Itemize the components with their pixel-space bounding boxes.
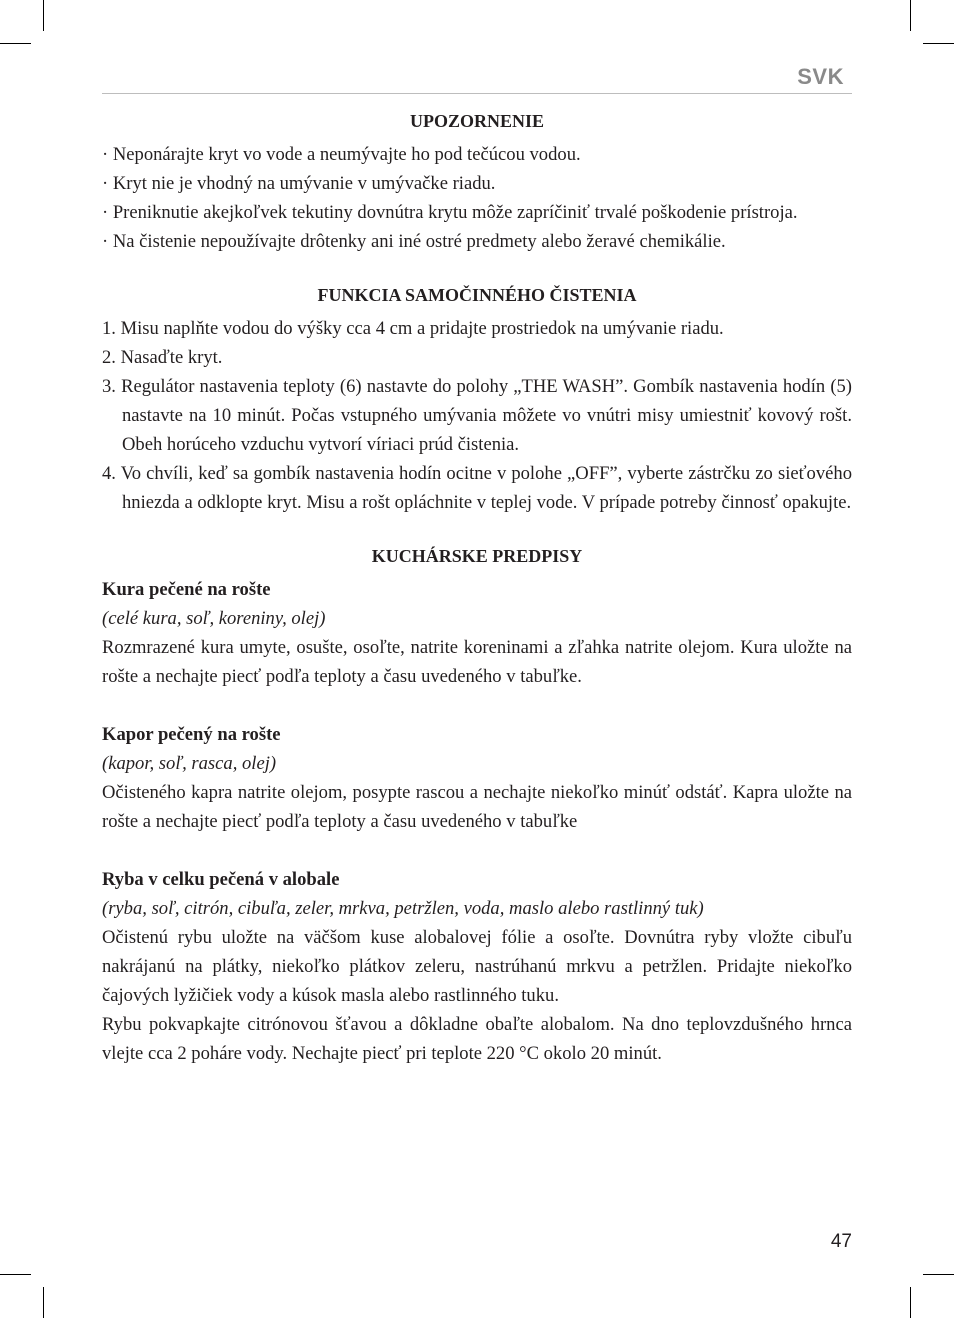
section-title-selfclean: FUNKCIA SAMOČINNÉHO ČISTENIA (317, 285, 637, 305)
recipe-ingredients: (kapor, soľ, rasca, olej) (102, 753, 277, 774)
recipe-ingredients: (celé kura, soľ, koreniny, olej) (102, 608, 326, 629)
list-item: 3. Regulátor nastavenia teploty (6) nastavte do polohy „THE WASH”. Gombík nastavenia hodín (5) nastavte na 10 minút. Počas vstupného umývania môžete vo vnútri misy umiestniť kovový rošt. Obeh horúceho vzduchu vytvorí víriaci prúd čistenia. (102, 376, 852, 455)
list-item: 1. Misu naplňte vodou do výšky cca 4 cm a pridajte prostriedok na umývanie riadu. (102, 318, 724, 339)
list-item: 4. Vo chvíli, keď sa gombík nastavenia hodín ocitne v polohe „OFF”, vyberte zástrčku zo sieťového hniezda a odklopte kryt. Misu a rošt opláchnite v teplej vode. V prípade potreby činnosť opakujte. (102, 463, 852, 513)
language-code: SVK (797, 64, 844, 89)
recipe-name: Kapor pečený na rošte (102, 724, 281, 745)
list-item: · Preniknutie akejkoľvek tekutiny dovnútra krytu môže zapríčiniť trvalé poškodenie prístroja. (102, 202, 798, 223)
recipe-text: Rybu pokvapkajte citrónovou šťavou a dôkladne obaľte alobalom. Na dno teplovzdušného hrnca vlejte cca 2 poháre vody. Nechajte piecť pri teplote 220 °C okolo 20 minút. (102, 1014, 852, 1064)
recipe (102, 575, 852, 691)
section-title-recipes: KUCHÁRSKE PREDPISY (371, 546, 583, 566)
page-content (102, 107, 852, 1068)
crop-mark (0, 43, 31, 44)
page-number: 47 (830, 1231, 852, 1252)
recipe-ingredients: (ryba, soľ, citrón, cibuľa, zeler, mrkva, petržlen, voda, maslo alebo rastlinný tuk) (102, 898, 704, 919)
recipe-name: Kura pečené na rošte (102, 579, 271, 600)
recipe (102, 720, 852, 836)
crop-mark (910, 1287, 911, 1318)
section-title-warning: UPOZORNENIE (409, 111, 544, 131)
list-item: 2. Nasaďte kryt. (102, 347, 223, 368)
list-item: · Neponárajte kryt vo vode a neumývajte ho pod tečúcou vodou. (102, 144, 581, 165)
list-item: · Na čistenie nepoužívajte drôtenky ani iné ostré predmety alebo žeravé chemikálie. (102, 231, 726, 252)
recipe-name: Ryba v celku pečená v alobale (102, 869, 340, 890)
warning-list (102, 140, 852, 256)
recipe (102, 865, 852, 1068)
recipe-text: Očistenú rybu uložte na väčšom kuse alobalovej fólie a osoľte. Dovnútra ryby vložte cibuľu nakrájanú na plátky, niekoľko plátkov zeleru, nastrúhanú mrkvu a petržlen. Pridajte niekoľko čajových lyžičiek vody a kúsok masla alebo rastlinného tuku. (102, 927, 852, 1006)
crop-mark (910, 0, 911, 31)
crop-mark (0, 1274, 31, 1275)
crop-mark (43, 0, 44, 31)
recipe-text: Rozmrazené kura umyte, osušte, osoľte, natrite koreninami a zľahka natrite olejom. Kura uložte na rošte a nechajte piecť podľa teploty a času uvedeného v tabuľke. (102, 637, 852, 687)
crop-mark (43, 1287, 44, 1318)
header-rule (102, 93, 852, 94)
crop-mark (923, 43, 954, 44)
list-item: · Kryt nie je vhodný na umývanie v umývačke riadu. (102, 173, 496, 194)
crop-mark (923, 1274, 954, 1275)
selfclean-list (102, 314, 852, 517)
recipe-text: Očisteného kapra natrite olejom, posypte rascou a nechajte niekoľko minúť odstáť. Kapra uložte na rošte a nechajte piecť podľa teploty a času uvedeného v tabuľke (102, 782, 852, 832)
